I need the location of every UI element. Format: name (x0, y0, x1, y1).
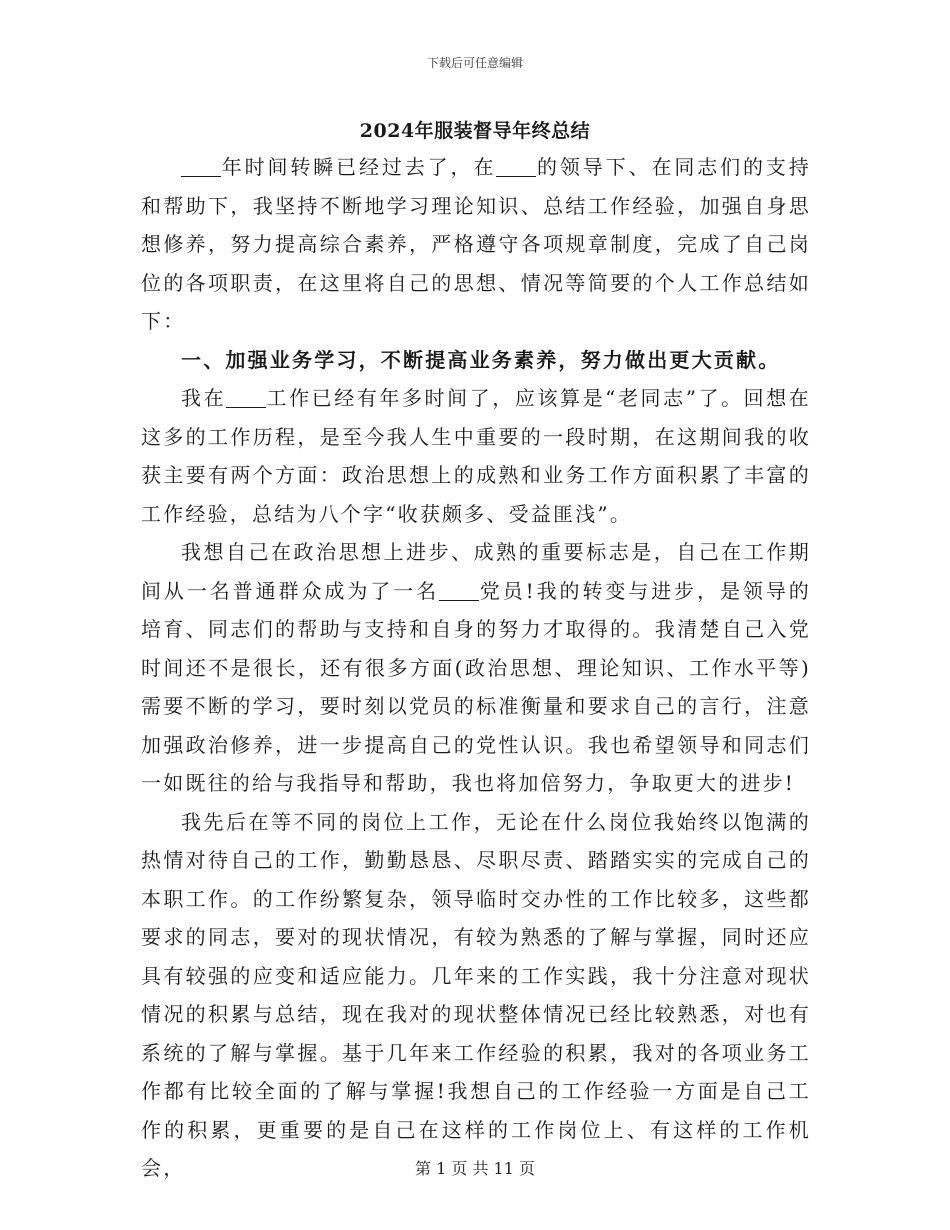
document-title: 2024年服装督导年终总结 (359, 120, 591, 142)
section-heading: 一、加强业务学习，不断提高业务素养，努力做出更大贡献。 (181, 347, 781, 372)
paragraph-positions (141, 803, 811, 1188)
paragraph-text: 工作已经有年多时间了，应该算是“老同志”了。回想在这多的工作历程，是至今我人生中重要的一段时期，在这期间我的收获主要有两个方面：政治思想上的成熟和业务工作方面积累了丰富的工作经验，总结为八个字“收获颇多、受益匪浅”。 (141, 386, 811, 526)
paragraph-text: 党员!我的转变与进步，是领导的培育、同志们的帮助与支持和自身的努力才取得的。我清楚自己入党时间还不是很长，还有很多方面(政治思想、理论知识、工作水平等)需要不断的学习，要时刻以党员的标准衡量和要求自己的言行，注意加强政治修养，进一步提高自己的党性认识。我也希望领导和同志们一如既往的给与我指导和帮助，我也将加倍努力，争取更大的进步! (141, 578, 811, 795)
fill-blank (181, 156, 221, 177)
paragraph-text: 我想自己在政治思想上进步、成熟的重要标志是，自己在工作期间从一名普通群众成为了一名 (141, 540, 811, 603)
paragraph-experience (141, 379, 811, 533)
document-body (141, 148, 811, 1188)
paragraph-text: 我在 (181, 386, 227, 410)
page-footer: 第 1 页 共 11 页 (415, 1159, 535, 1178)
paragraph-text: 我先后在等不同的岗位上工作，无论在什么岗位我始终以饱满的热情对待自己的工作，勤勤恳恳、尽职尽责、踏踏实实的完成自己的本职工作。的工作纷繁复杂，领导临时交办性的工作比较多，这些都要求的同志，要对的现状情况，有较为熟悉的了解与掌握，同时还应具有较强的应变和适应能力。几年来的工作实践，我十分注意对现状情况的积累与总结，现在我对的现状整体情况已经比较熟悉，对也有系统的了解与掌握。基于几年来工作经验的积累，我对的各项业务工作都有比较全面的了解与掌握!我想自己的工作经验一方面是自己工作的积累，更重要的是自己在这样的工作岗位上、有这样的工作机会， (141, 809, 811, 1180)
paragraph-political (141, 533, 811, 803)
paragraph-text: 年时间转瞬已经过去了，在 (221, 155, 497, 179)
paragraph-text: 的领导下、在同志们的支持和帮助下，我坚持不断地学习理论知识、总结工作经验，加强自身思想修养，努力提高综合素养，严格遵守各项规章制度，完成了自己岗位的各项职责，在这里将自己的思想、情况等简要的个人工作总结如下： (141, 155, 811, 333)
fill-blank (226, 387, 266, 408)
paragraph-intro (141, 148, 811, 341)
header-note: 下载后可任意编辑 (426, 56, 523, 70)
fill-blank (439, 580, 479, 601)
fill-blank (496, 156, 536, 177)
